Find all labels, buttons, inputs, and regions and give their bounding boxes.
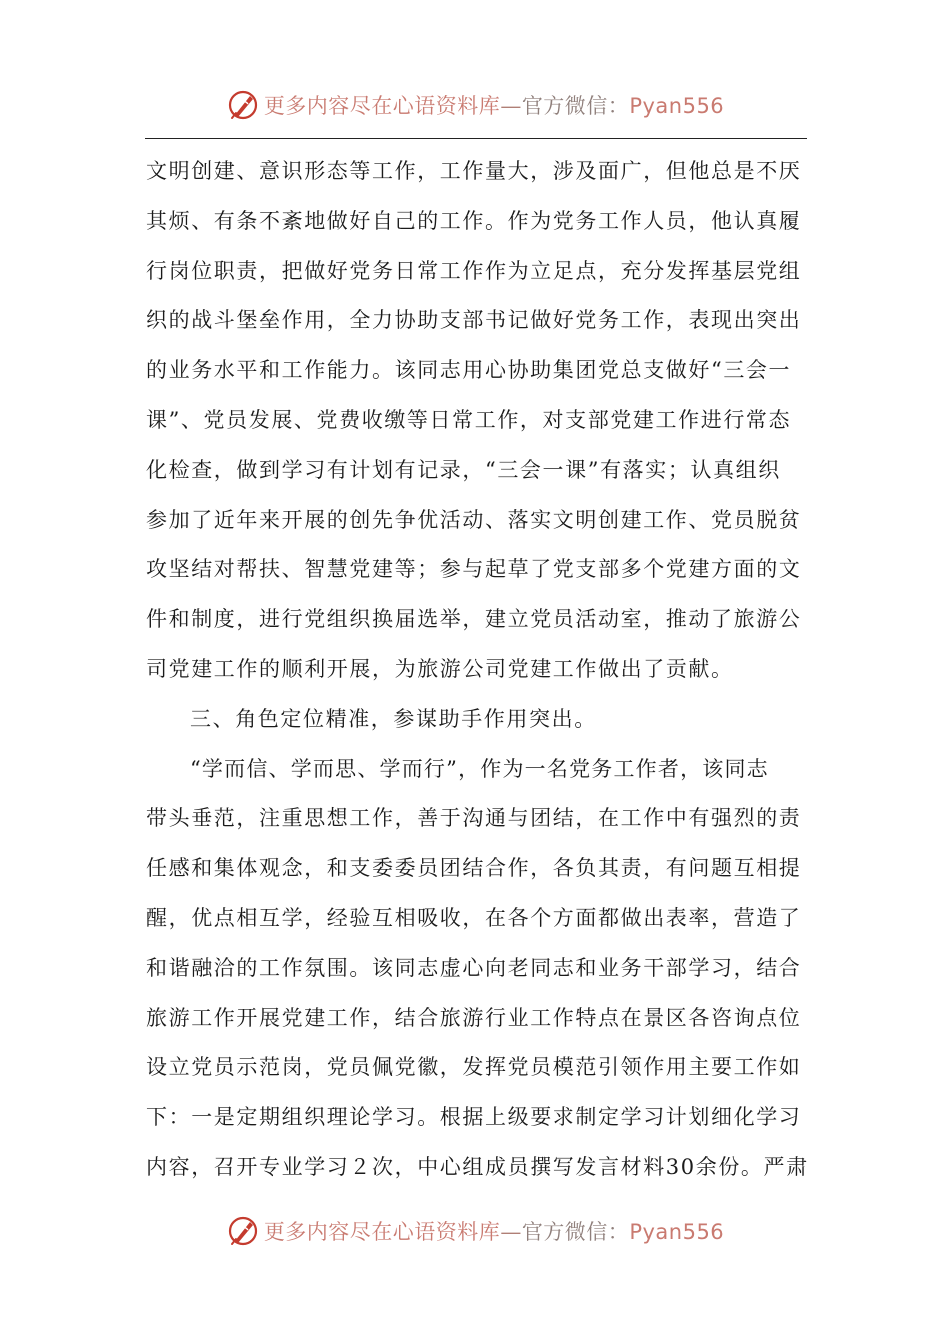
section-heading: 三、角色定位精准，参谋助手作用突出。 <box>190 706 597 731</box>
header-divider <box>145 138 807 139</box>
body-line-paragraph-end: 司党建工作的顺利开展，为旅游公司党建工作做出了贡献。 <box>146 656 734 681</box>
footer-wechat-label: 官方微信： <box>521 1220 630 1244</box>
body-line: 设立党员示范岗，党员佩党徽，发挥党员模范引领作用主要工作如 <box>146 1055 802 1080</box>
body-line: 件和制度，进行党组织换届选举，建立党员活动室，推动了旅游公 <box>146 607 802 632</box>
header-wechat-handle: Pyan556 <box>629 94 725 118</box>
header-banner <box>0 80 950 130</box>
body-line: 参加了近年来开展的创先争优活动、落实文明创建工作、党员脱贫 <box>146 507 802 532</box>
body-line: 内容，召开专业学习２次，中心组成员撰写发言材料30余份。严肃 <box>146 1154 809 1179</box>
body-line: 旅游工作开展党建工作，结合旅游行业工作特点在景区各咨询点位 <box>146 1005 802 1030</box>
document-body <box>146 147 809 1193</box>
body-line: 其烦、有条不紊地做好自己的工作。作为党务工作人员，他认真履 <box>146 208 802 233</box>
footer-wechat-handle: Pyan556 <box>629 1220 725 1244</box>
body-line: 课”、党员发展、党费收缴等日常工作，对支部党建工作进行常态 <box>146 407 792 432</box>
body-line: 行岗位职责，把做好党务日常工作作为立足点，充分发挥基层党组 <box>146 258 802 283</box>
quill-logo-icon <box>226 88 260 122</box>
body-line: 下：一是定期组织理论学习。根据上级要求制定学习计划细化学习 <box>146 1105 802 1130</box>
body-line-paragraph-start: “学而信、学而思、学而行”，作为一名党务工作者，该同志 <box>190 756 769 781</box>
body-line: 攻坚结对帮扶、智慧党建等；参与起草了党支部多个党建方面的文 <box>146 557 802 582</box>
body-line: 文明创建、意识形态等工作，工作量大，涉及面广，但他总是不厌 <box>146 159 802 183</box>
body-line: 醒，优点相互学，经验互相吸收，在各个方面都做出表率，营造了 <box>146 905 802 930</box>
footer-site-text: 更多内容尽在心语资料库 <box>263 1220 501 1244</box>
body-line: 化检查，做到学习有计划有记录，“三会一课”有落实；认真组织 <box>146 457 781 482</box>
header-site-text: 更多内容尽在心语资料库 <box>263 94 501 118</box>
header-dash: — <box>500 94 522 118</box>
body-line: 带头垂范，注重思想工作，善于沟通与团结，在工作中有强烈的责 <box>146 806 802 831</box>
footer-dash: — <box>500 1220 522 1244</box>
quill-logo-icon <box>226 1214 260 1248</box>
body-line: 任感和集体观念，和支委委员团结合作，各负其责，有问题互相提 <box>146 856 802 881</box>
footer-banner <box>0 1206 950 1256</box>
body-line: 和谐融洽的工作氛围。该同志虚心向老同志和业务干部学习，结合 <box>146 955 802 980</box>
body-line: 织的战斗堡垒作用，全力协助支部书记做好党务工作，表现出突出 <box>146 308 802 333</box>
header-banner-text <box>264 90 724 120</box>
footer-banner-text <box>264 1216 724 1246</box>
body-line: 的业务水平和工作能力。该同志用心协助集团党总支做好“三会一 <box>146 358 792 383</box>
header-wechat-label: 官方微信： <box>521 94 630 118</box>
